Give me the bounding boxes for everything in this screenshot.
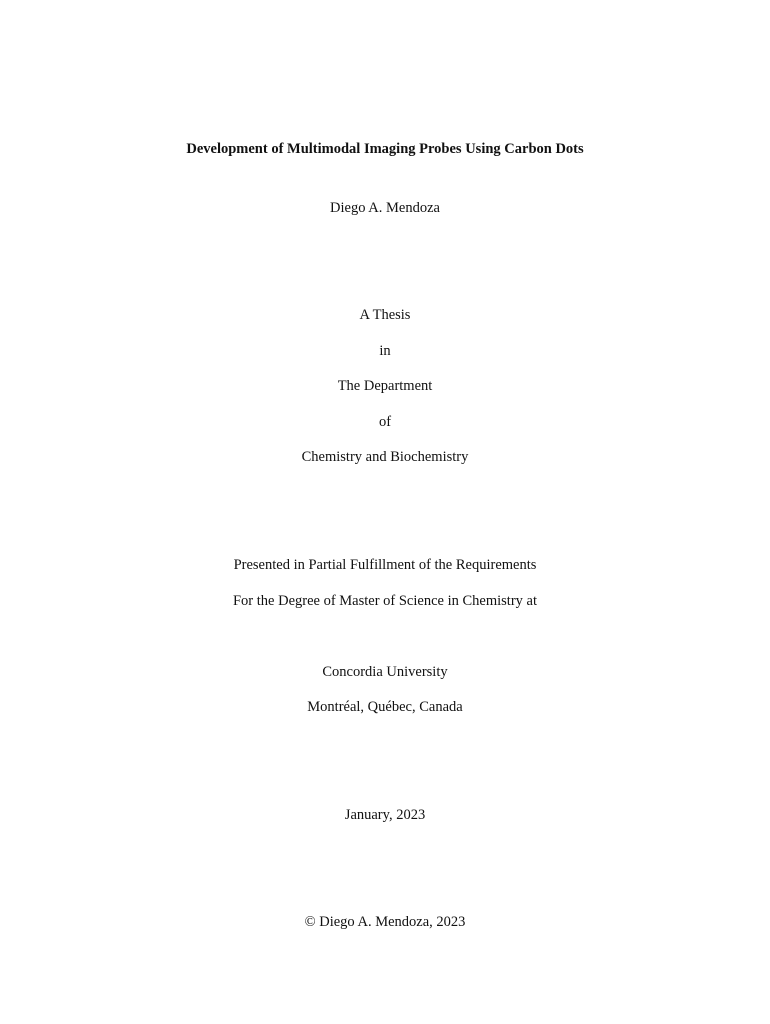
department-label: The Department — [337, 378, 433, 394]
thesis-label: A Thesis — [359, 307, 411, 323]
thesis-title: Development of Multimodal Imaging Probes Using Carbon Dots — [186, 141, 584, 157]
fulfillment-line-1: Presented in Partial Fulfillment of the Requirements — [233, 557, 537, 573]
institution: Concordia University — [322, 664, 448, 680]
copyright-notice: © Diego A. Mendoza, 2023 — [304, 914, 466, 930]
submission-date: January, 2023 — [344, 807, 426, 823]
location: Montréal, Québec, Canada — [307, 699, 463, 715]
fulfillment-line-2: For the Degree of Master of Science in Chemistry at — [232, 593, 537, 609]
department-name: Chemistry and Biochemistry — [301, 449, 469, 465]
author-name: Diego A. Mendoza — [330, 200, 440, 216]
thesis-in: in — [379, 343, 391, 359]
thesis-of: of — [378, 414, 392, 430]
